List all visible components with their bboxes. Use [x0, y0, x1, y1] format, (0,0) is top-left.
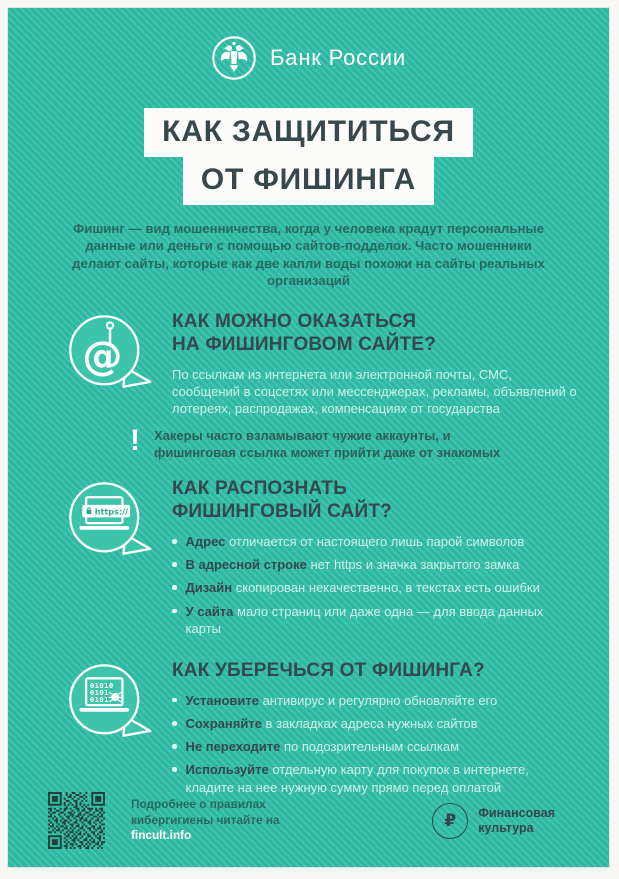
bullet-lead: Используйте: [185, 762, 269, 778]
bullet-rest: антивирус и регулярно обновляйте его: [258, 692, 498, 708]
bullet-rest: по подозрительным ссылкам: [280, 739, 460, 755]
bullet-rest: мало страниц или даже одна — для ввода данных карты: [185, 603, 544, 636]
bullet-lead: Дизайн: [185, 580, 233, 596]
bullet-rest: в закладках адреса нужных сайтов: [261, 716, 478, 732]
bullet-rest: отдельную карту для покупок в интернете, кладите на нее нужную сумму прямо перед оплатой: [185, 762, 529, 795]
ruble-circle-icon: ₽: [432, 803, 468, 839]
section-2-heading-line2: ФИШИНГОВЫЙ САЙТ?: [172, 500, 392, 522]
at-symbol: @: [82, 333, 123, 380]
bullet-dot-icon: [172, 609, 177, 614]
bullet-lead: Адрес: [185, 534, 226, 550]
bank-of-russia-logo: [8, 34, 609, 82]
section-how-you-land-on-phishing-site: [8, 308, 609, 418]
bank-name: Банк России: [270, 45, 406, 70]
bullet-rest: отличается от настоящего лишь парой символов: [225, 534, 525, 550]
bullet-dot-icon: [172, 585, 177, 590]
section-2-heading: [172, 477, 583, 523]
footer-note-text: Подробнее о правилах кибергигиены читайте на: [131, 796, 280, 827]
section-1-heading-line2: НА ФИШИНГОВОМ САЙТЕ?: [172, 333, 437, 355]
section-1-content: [172, 308, 609, 418]
section-2-icon-column: [48, 475, 172, 643]
bullet-dot-icon: [172, 767, 177, 772]
intro-paragraph: Фишинг — вид мошенничества, когда у человека крадут персональные данные или деньги с помощью сайтов-подделок. Часто мошенники делают сайты, которые как две капли воды похожи на сайты реальных организаций: [72, 220, 545, 289]
laptop-virus-bubble-icon: [66, 659, 154, 755]
section-3-icon-column: [48, 657, 172, 802]
poster-footer: [48, 792, 583, 849]
list-item: [172, 715, 576, 732]
protect-bullet-list: [172, 692, 576, 796]
binary-line-1: 01010: [89, 680, 114, 690]
bullet-dot-icon: [172, 562, 177, 567]
bullet-lead: Сохраняйте: [185, 716, 262, 732]
exclamation-icon: !: [130, 423, 140, 457]
list-item: [172, 603, 576, 637]
binary-line-3: 0101: [89, 695, 109, 705]
section-2-content: [172, 475, 609, 643]
section-how-to-recognize: [8, 475, 609, 643]
fincult-logo-line1: Финансовая: [478, 806, 555, 821]
section-3-heading: КАК УБЕРЕЧЬСЯ ОТ ФИШИНГА?: [172, 659, 485, 681]
section-1-heading: [172, 310, 583, 356]
fincult-logo-line2: культура: [478, 820, 534, 835]
bullet-lead: Установите: [185, 692, 259, 708]
bullet-rest: скопирован некачественно, в текстах есть ошибки: [232, 580, 540, 596]
list-item: [172, 761, 576, 795]
binary-line-2: 0101: [89, 687, 109, 697]
https-label: https://: [94, 506, 129, 517]
list-item: [172, 579, 576, 596]
at-fishhook-bubble-icon: [66, 310, 154, 406]
bullet-lead: В адресной строке: [185, 557, 307, 573]
footer-note: [131, 797, 343, 845]
section-3-content: [172, 657, 609, 802]
title-line-2: ОТ ФИШИНГА: [183, 156, 434, 205]
warning-text: Хакеры часто взламывают чужие аккаунты, и фишинговая ссылка может прийти даже от знакомых: [154, 427, 501, 461]
list-item: [172, 692, 576, 709]
fincult-link: fincult.info: [131, 828, 192, 843]
fincult-logo-label: [478, 806, 555, 835]
list-item: [172, 533, 576, 550]
section-1-heading-line1: КАК МОЖНО ОКАЗАТЬСЯ: [172, 310, 417, 332]
laptop-https-bubble-icon: [66, 477, 154, 573]
bullet-dot-icon: [172, 744, 177, 749]
bullet-lead: У сайта: [185, 603, 234, 619]
section-1-icon-column: [48, 308, 172, 418]
section-2-heading-line1: КАК РАСПОЗНАТЬ: [172, 477, 348, 499]
bug-icon: [108, 692, 122, 702]
double-headed-eagle-icon: [211, 35, 257, 81]
list-item: [172, 738, 576, 755]
title-line-1: КАК ЗАЩИТИТЬСЯ: [144, 108, 473, 157]
poster-background: [8, 8, 609, 867]
bullet-dot-icon: [172, 721, 177, 726]
fincult-logo: [432, 803, 555, 839]
bullet-dot-icon: [172, 698, 177, 703]
bullet-dot-icon: [172, 539, 177, 544]
list-item: [172, 556, 576, 573]
section-how-to-protect: [8, 657, 609, 802]
bullet-lead: Не переходите: [185, 739, 281, 755]
bullet-rest: нет https и значка закрытого замка: [306, 557, 520, 573]
section-1-body: По ссылкам из интернета или электронной почты, СМС, сообщений в соцсетях или мессенджерах, рекламы, объявлений о лотереях, распродажах, компенсациях от государства: [172, 367, 577, 417]
qr-code: [48, 792, 105, 849]
poster-title: [8, 108, 609, 205]
recognize-bullet-list: [172, 533, 576, 637]
warning-note: [130, 423, 560, 462]
